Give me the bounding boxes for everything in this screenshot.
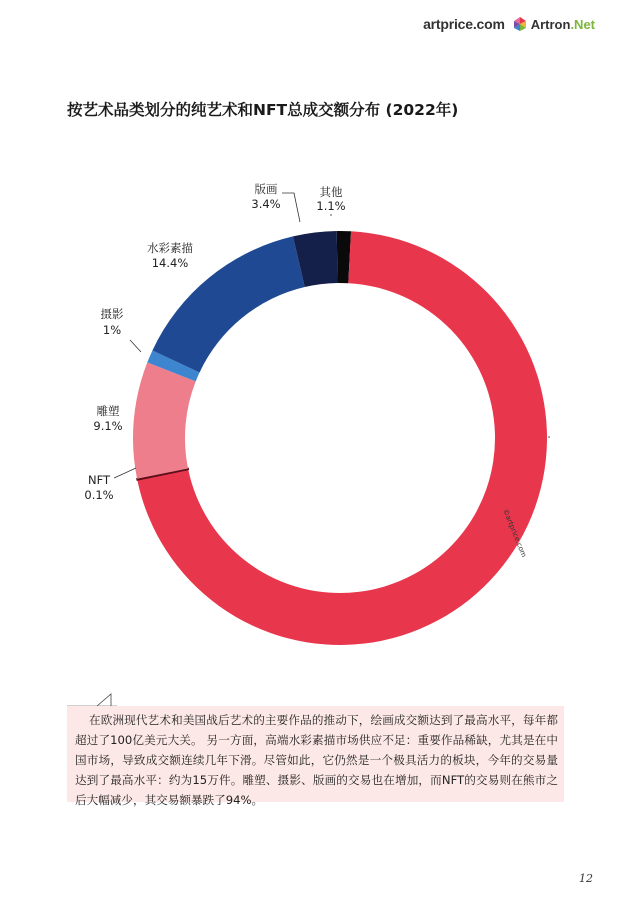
slice-value-label-2: 0.1% bbox=[84, 488, 114, 502]
donut-slice-3 bbox=[133, 362, 196, 478]
artron-logo-suffix: .Net bbox=[570, 16, 595, 32]
chart-dot bbox=[548, 436, 550, 438]
chart-slices bbox=[133, 231, 547, 645]
slice-name-label-2: NFT bbox=[87, 473, 111, 487]
note-tab bbox=[67, 693, 117, 707]
slice-value-label-0: 1.1% bbox=[316, 199, 346, 213]
chart-watermark: ©artprice.com bbox=[501, 507, 528, 559]
slice-value-label-3: 9.1% bbox=[93, 419, 123, 433]
slice-value-label-5: 14.4% bbox=[151, 256, 189, 270]
slice-name-label-6: 版画 bbox=[254, 182, 278, 196]
slice-name-label-5: 水彩素描 bbox=[147, 241, 193, 255]
slice-value-label-6: 3.4% bbox=[251, 197, 281, 211]
page-title: 按艺术品类划分的纯艺术和NFT总成交额分布 (2022年) bbox=[67, 101, 459, 119]
artprice-logo: artprice.com bbox=[423, 16, 505, 32]
slice-value-label-4: 1% bbox=[102, 323, 122, 337]
note-text: 在欧洲现代艺术和美国战后艺术的主要作品的推动下，绘画成交额达到了最高水平，每年都超过了100亿美元大关。 另一方面，高端水彩素描市场供应不足：重要作品稀缺，尤其是在中国市场，导致成交额连续几年下滑。尽管如此，它仍然是一个极具活力的板块，今年的交易量达到了最高水平：约为15万件。雕塑、摄影、版画的交易也在增加，而NFT的交易则在熊市之后大幅减少，其交易额暴跌了94%。 bbox=[75, 713, 558, 807]
slice-name-label-3: 雕塑 bbox=[96, 404, 120, 418]
slice-leader-line-2 bbox=[114, 468, 136, 478]
note-box bbox=[67, 706, 564, 807]
slice-name-label-0: 其他 bbox=[319, 185, 343, 199]
slice-name-label-4: 摄影 bbox=[100, 307, 124, 321]
slice-leader-line-6 bbox=[282, 193, 300, 222]
slice-leader-line-4 bbox=[130, 340, 141, 352]
artron-logo-text: Artron bbox=[530, 16, 571, 32]
page-number: 12 bbox=[579, 872, 593, 885]
